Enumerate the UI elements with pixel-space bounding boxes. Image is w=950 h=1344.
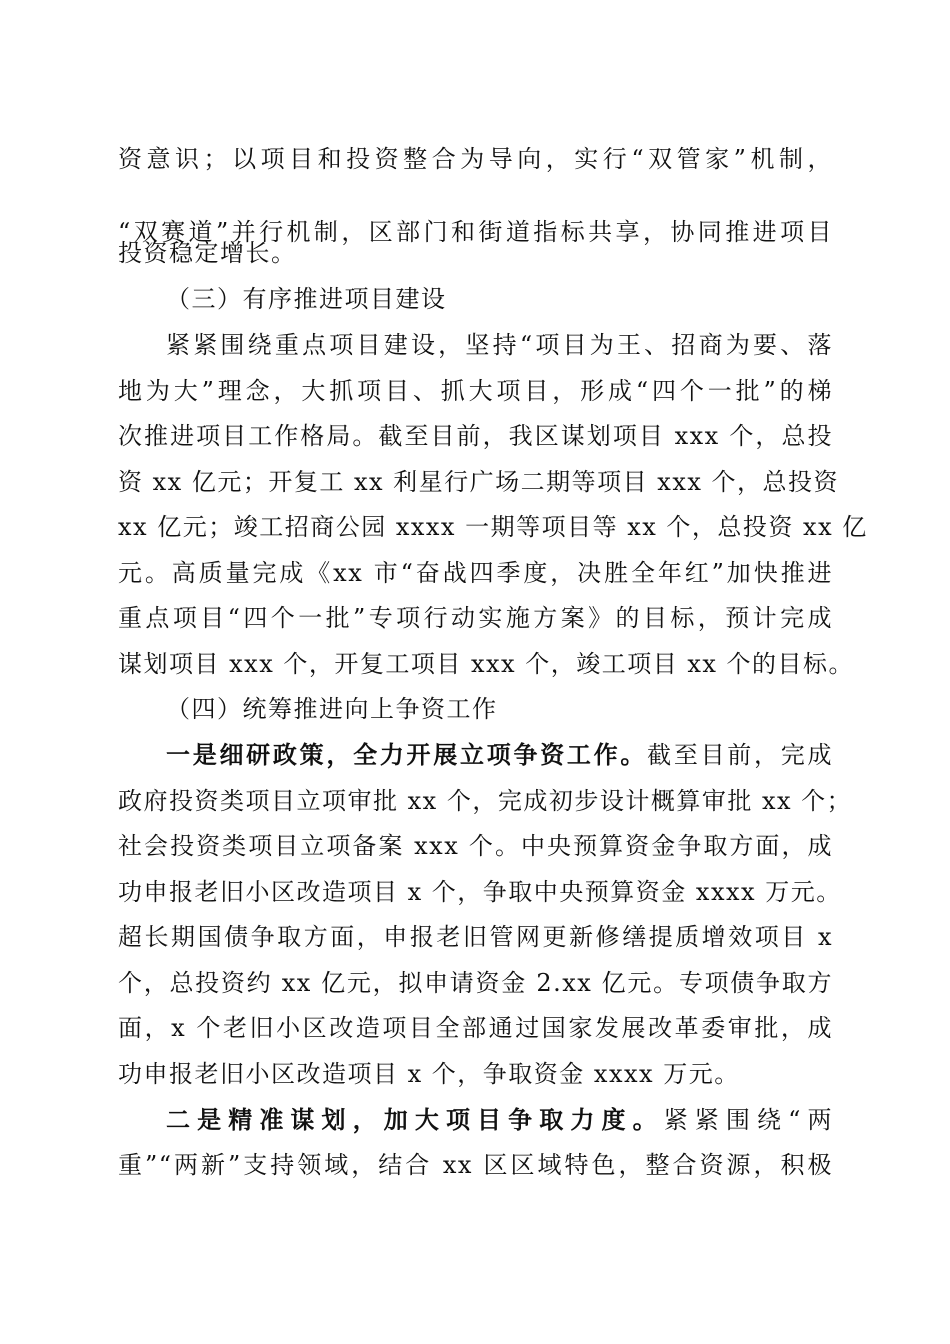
paragraph-line: 社会投资类项目立项备案 xxx 个。中央预算资金争取方面，成 bbox=[118, 832, 833, 860]
paragraph-line bbox=[166, 1105, 833, 1135]
paragraph-text: 紧紧围绕“两 bbox=[663, 1106, 834, 1134]
paragraph-line: 面，x 个老旧小区改造项目全部通过国家发展改革委审批，成 bbox=[118, 1014, 833, 1042]
section-heading-4: （四）统筹推进向上争资工作 bbox=[166, 695, 498, 723]
paragraph-line: 投资稳定增长。 bbox=[118, 239, 297, 267]
paragraph-line: 重”“两新”支持领域，结合 xx 区区域特色，整合资源，积极 bbox=[118, 1151, 833, 1179]
paragraph-lead: 二是精准谋划，加大项目争取力度。 bbox=[166, 1105, 664, 1134]
paragraph-line: 超长期国债争取方面，申报老旧管网更新修缮提质增效项目 x bbox=[118, 923, 833, 951]
paragraph-line bbox=[166, 740, 833, 770]
paragraph-line: 重点项目“四个一批”专项行动实施方案》的目标，预计完成 bbox=[118, 604, 833, 632]
paragraph-line: 地为大”理念，大抓项目、抓大项目，形成“四个一批”的梯 bbox=[118, 377, 833, 405]
paragraph-line: 谋划项目 xxx 个，开复工项目 xxx 个，竣工项目 xx 个的目标。 bbox=[118, 650, 855, 678]
paragraph-line: 次推进项目工作格局。截至目前，我区谋划项目 xxx 个，总投 bbox=[118, 422, 833, 450]
paragraph-line: xx 亿元；竣工招商公园 xxxx 一期等项目等 xx 个，总投资 xx 亿 bbox=[118, 513, 868, 541]
paragraph-line: 紧紧围绕重点项目建设，坚持“项目为王、招商为要、落 bbox=[166, 331, 833, 359]
paragraph-line: 功申报老旧小区改造项目 x 个，争取资金 xxxx 万元。 bbox=[118, 1060, 740, 1088]
paragraph-lead: 一是细研政策，全力开展立项争资工作。 bbox=[166, 740, 648, 769]
paragraph-text: 截至目前，完成 bbox=[647, 741, 833, 769]
section-heading-3: （三）有序推进项目建设 bbox=[166, 285, 447, 313]
paragraph-line: 政府投资类项目立项审批 xx 个，完成初步设计概算审批 xx 个； bbox=[118, 787, 853, 815]
paragraph-line: 资意识；以项目和投资整合为导向，实行“双管家”机制， bbox=[118, 145, 833, 173]
paragraph-line: “双赛道”并行机制，区部门和街道指标共享，协同推进项目 bbox=[118, 218, 833, 246]
paragraph-line: 功申报老旧小区改造项目 x 个，争取中央预算资金 xxxx 万元。 bbox=[118, 878, 842, 906]
paragraph-line: 个，总投资约 xx 亿元，拟申请资金 2.xx 亿元。专项债争取方 bbox=[118, 969, 833, 997]
paragraph-line: 元。高质量完成《xx 市“奋战四季度，决胜全年红”加快推进 bbox=[118, 559, 833, 587]
paragraph-line: 资 xx 亿元；开复工 xx 利星行广场二期等项目 xxx 个，总投资 bbox=[118, 468, 840, 496]
